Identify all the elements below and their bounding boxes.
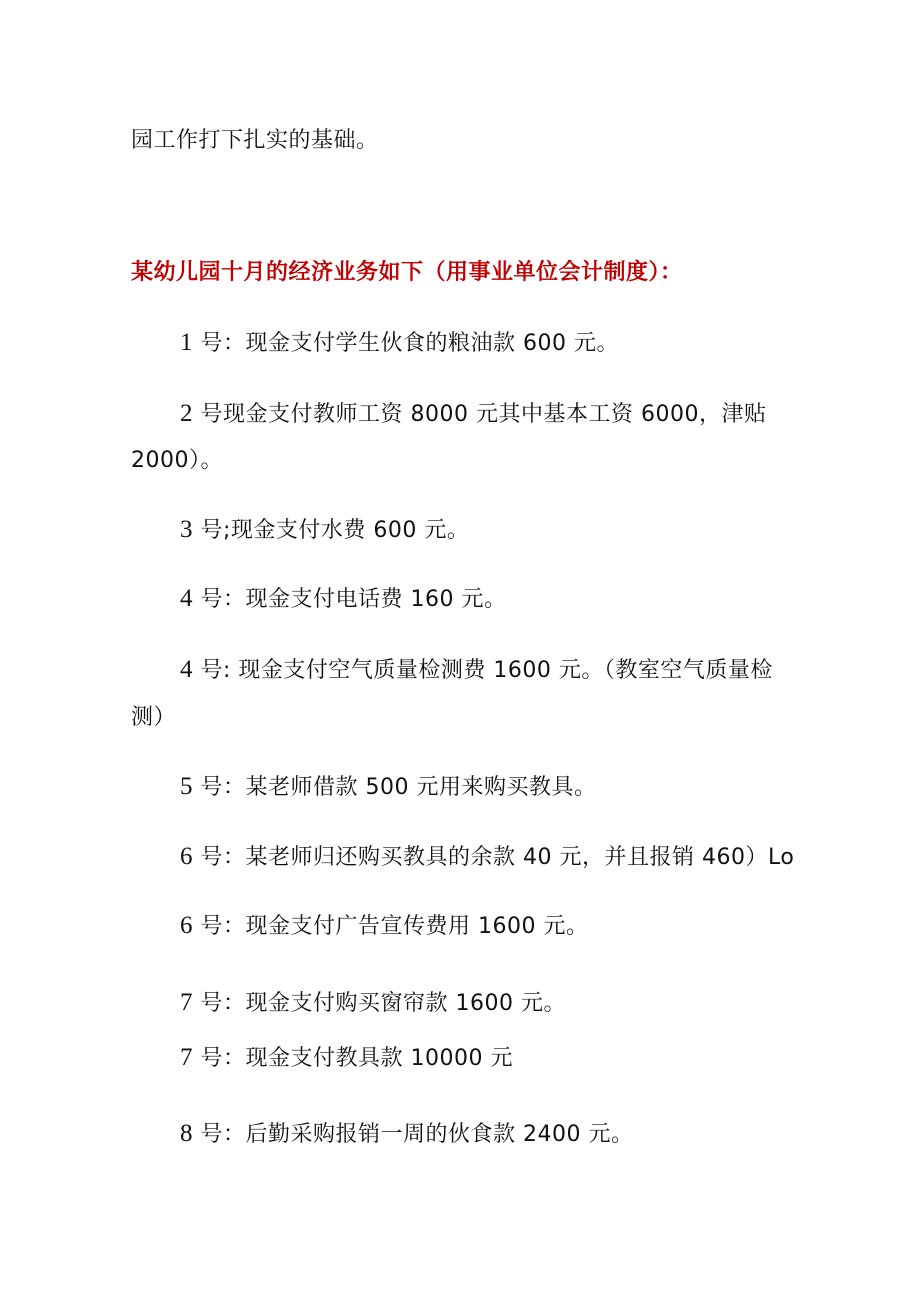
section-heading: 某幼儿园十月的经济业务如下（用事业单位会计制度）： bbox=[131, 260, 683, 285]
list-item bbox=[180, 515, 469, 546]
item-number: 7 bbox=[180, 989, 193, 1016]
list-item bbox=[180, 328, 619, 359]
item-number: 8 bbox=[180, 1120, 193, 1147]
item-text: 号：某老师借款 500 元用来购买教具。 bbox=[193, 775, 597, 800]
item-text: 号: 现金支付空气质量检测费 1600 元。（教室空气质量检 bbox=[193, 658, 773, 683]
list-item-continuation: 测） bbox=[131, 705, 177, 730]
item-number: 6 bbox=[180, 912, 193, 939]
item-text: 号：现金支付教具款 10000 元 bbox=[193, 1046, 513, 1071]
list-item bbox=[180, 1043, 513, 1074]
item-number: 2 bbox=[180, 400, 193, 427]
list-item-continuation: 2000）。 bbox=[131, 448, 223, 473]
list-item bbox=[180, 584, 506, 615]
item-text: 号：现金支付学生伙食的粮油款 600 元。 bbox=[193, 331, 619, 356]
list-item bbox=[180, 655, 773, 686]
item-number: 4 bbox=[180, 656, 193, 683]
item-text: 号：后勤采购报销一周的伙食款 2400 元。 bbox=[193, 1122, 634, 1147]
item-number: 4 bbox=[180, 585, 193, 612]
list-item bbox=[180, 842, 794, 873]
intro-paragraph-tail: 园工作打下扎实的基础。 bbox=[131, 128, 379, 153]
item-text: 号：现金支付电话费 160 元。 bbox=[193, 587, 507, 612]
item-text: 号：现金支付广告宣传费用 1600 元。 bbox=[193, 914, 589, 939]
list-item bbox=[180, 772, 596, 803]
item-number: 5 bbox=[180, 773, 193, 800]
item-text: 号：现金支付购买窗帘款 1600 元。 bbox=[193, 991, 566, 1016]
list-item bbox=[180, 911, 588, 942]
list-item bbox=[180, 988, 566, 1019]
item-text: 号：某老师归还购买教具的余款 40 元，并且报销 460）Lo bbox=[193, 845, 795, 870]
item-number: 1 bbox=[180, 329, 193, 356]
item-text: 号现金支付教师工资 8000 元其中基本工资 6000，津贴 bbox=[193, 402, 767, 427]
list-item bbox=[180, 1119, 633, 1150]
item-number: 6 bbox=[180, 843, 193, 870]
list-item bbox=[180, 399, 766, 430]
item-text: 号;现金支付水费 600 元。 bbox=[193, 518, 470, 543]
item-number: 3 bbox=[180, 516, 193, 543]
item-number: 7 bbox=[180, 1044, 193, 1071]
